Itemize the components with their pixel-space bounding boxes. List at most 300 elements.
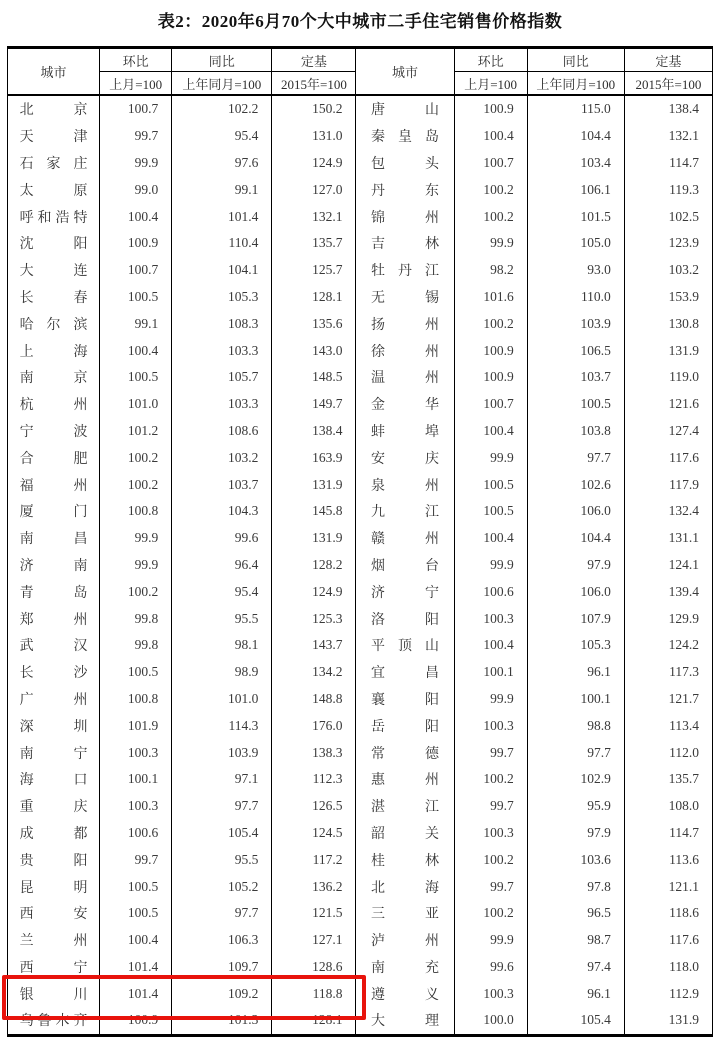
mom-value: 100.0 — [454, 1007, 527, 1035]
city-name — [356, 498, 454, 525]
mom-value: 99.7 — [454, 739, 527, 766]
yoy-value: 95.5 — [172, 605, 272, 632]
city-name — [356, 820, 454, 847]
mom-value: 99.8 — [100, 605, 172, 632]
fixed-value: 128.6 — [272, 954, 356, 981]
yoy-value: 97.9 — [527, 820, 624, 847]
fixed-value: 117.6 — [624, 927, 712, 954]
fixed-value: 124.2 — [624, 632, 712, 659]
yoy-value: 98.9 — [172, 659, 272, 686]
header-yoy-left: 同比 — [172, 48, 272, 72]
city-name — [8, 391, 100, 418]
mom-value: 99.9 — [454, 444, 527, 471]
mom-value: 100.3 — [100, 739, 172, 766]
yoy-value: 105.2 — [172, 873, 272, 900]
city-name — [8, 686, 100, 713]
fixed-value: 139.4 — [624, 578, 712, 605]
table-row — [8, 552, 713, 579]
city-name — [356, 578, 454, 605]
fixed-value: 149.7 — [272, 391, 356, 418]
city-name-text: 南宁 — [19, 746, 88, 762]
city-name — [356, 525, 454, 552]
table-row — [8, 123, 713, 150]
fixed-value: 135.7 — [272, 230, 356, 257]
city-name-text: 唐山 — [371, 103, 440, 119]
city-name-text: 深圳 — [19, 719, 88, 735]
mom-value: 100.6 — [100, 820, 172, 847]
city-name — [356, 444, 454, 471]
city-name — [8, 364, 100, 391]
table-row — [8, 444, 713, 471]
yoy-value: 95.4 — [172, 123, 272, 150]
table-row — [8, 900, 713, 927]
fixed-value: 136.2 — [272, 873, 356, 900]
mom-value: 99.0 — [100, 176, 172, 203]
yoy-value: 103.9 — [527, 310, 624, 337]
city-name-text: 平顶山 — [371, 639, 440, 655]
city-name — [8, 739, 100, 766]
mom-value: 100.5 — [100, 659, 172, 686]
fixed-value: 124.5 — [272, 820, 356, 847]
fixed-value: 129.9 — [624, 605, 712, 632]
fixed-value: 128.2 — [272, 552, 356, 579]
city-name-text: 无锡 — [371, 290, 440, 306]
yoy-value: 100.1 — [527, 686, 624, 713]
city-name — [8, 444, 100, 471]
city-name-text: 长春 — [19, 290, 88, 306]
mom-value: 100.2 — [454, 846, 527, 873]
yoy-value: 109.2 — [172, 980, 272, 1007]
city-name — [8, 632, 100, 659]
city-name-text: 福州 — [19, 478, 88, 494]
fixed-value: 102.5 — [624, 203, 712, 230]
fixed-value: 118.6 — [624, 900, 712, 927]
mom-value: 100.2 — [100, 471, 172, 498]
mom-value: 100.4 — [100, 203, 172, 230]
table-body — [8, 95, 713, 1035]
city-name — [8, 176, 100, 203]
table-row — [8, 471, 713, 498]
table-row — [8, 310, 713, 337]
city-name — [356, 846, 454, 873]
fixed-value: 153.9 — [624, 284, 712, 311]
city-name-text: 乌鲁木齐 — [19, 1014, 88, 1030]
table-row — [8, 337, 713, 364]
fixed-value: 125.7 — [272, 257, 356, 284]
city-name — [8, 525, 100, 552]
mom-value: 100.2 — [454, 176, 527, 203]
mom-value: 100.3 — [454, 605, 527, 632]
mom-value: 99.7 — [454, 793, 527, 820]
city-name-text: 三亚 — [371, 907, 440, 923]
fixed-value: 124.9 — [272, 578, 356, 605]
fixed-value: 128.1 — [272, 284, 356, 311]
mom-value: 100.8 — [100, 686, 172, 713]
fixed-value: 145.8 — [272, 498, 356, 525]
city-name — [8, 927, 100, 954]
city-name — [8, 284, 100, 311]
yoy-value: 103.3 — [172, 337, 272, 364]
mom-value: 101.9 — [100, 712, 172, 739]
city-name — [356, 203, 454, 230]
city-name-text: 青岛 — [19, 585, 88, 601]
table-row — [8, 820, 713, 847]
fixed-value: 124.9 — [272, 150, 356, 177]
city-name-text: 包头 — [371, 156, 440, 172]
fixed-value: 113.6 — [624, 846, 712, 873]
table-row — [8, 954, 713, 981]
fixed-value: 127.1 — [272, 927, 356, 954]
yoy-value: 106.5 — [527, 337, 624, 364]
city-name-text: 洛阳 — [371, 612, 440, 628]
fixed-value: 131.1 — [624, 525, 712, 552]
fixed-value: 121.1 — [624, 873, 712, 900]
header-fixed-left: 定基 — [272, 48, 356, 72]
mom-value: 100.5 — [454, 471, 527, 498]
city-name — [8, 471, 100, 498]
city-name-text: 惠州 — [371, 773, 440, 789]
city-name-text: 哈尔滨 — [19, 317, 88, 333]
mom-value: 100.1 — [454, 659, 527, 686]
yoy-value: 104.3 — [172, 498, 272, 525]
city-name-text: 金华 — [371, 398, 440, 414]
city-name — [356, 552, 454, 579]
city-name-text: 昆明 — [19, 880, 88, 896]
header-fixed-right: 定基 — [624, 48, 712, 72]
fixed-value: 143.7 — [272, 632, 356, 659]
city-name-text: 扬州 — [371, 317, 440, 333]
table-row — [8, 1007, 713, 1035]
city-name-text: 牡丹江 — [371, 264, 440, 280]
city-name — [8, 203, 100, 230]
mom-value: 100.7 — [454, 150, 527, 177]
table-row — [8, 578, 713, 605]
city-name-text: 遵义 — [371, 987, 440, 1003]
mom-value: 100.9 — [454, 95, 527, 123]
city-name-text: 上海 — [19, 344, 88, 360]
city-name-text: 兰州 — [19, 934, 88, 950]
mom-value: 100.1 — [100, 766, 172, 793]
yoy-value: 108.6 — [172, 418, 272, 445]
city-name-text: 海口 — [19, 773, 88, 789]
fixed-value: 117.2 — [272, 846, 356, 873]
city-name — [8, 712, 100, 739]
yoy-value: 97.9 — [527, 552, 624, 579]
yoy-value: 105.4 — [527, 1007, 624, 1035]
mom-value: 100.4 — [454, 123, 527, 150]
city-name-text: 天津 — [19, 130, 88, 146]
city-name — [356, 337, 454, 364]
yoy-value: 99.1 — [172, 176, 272, 203]
fixed-value: 134.2 — [272, 659, 356, 686]
fixed-value: 121.5 — [272, 900, 356, 927]
yoy-value: 103.8 — [527, 418, 624, 445]
fixed-value: 117.3 — [624, 659, 712, 686]
fixed-value: 112.3 — [272, 766, 356, 793]
yoy-value: 103.7 — [172, 471, 272, 498]
mom-value: 100.8 — [100, 498, 172, 525]
yoy-value: 106.1 — [527, 176, 624, 203]
mom-value: 99.6 — [454, 954, 527, 981]
yoy-value: 103.7 — [527, 364, 624, 391]
city-name — [356, 257, 454, 284]
yoy-value: 97.7 — [172, 793, 272, 820]
header-fixed-base-right: 2015年=100 — [624, 72, 712, 96]
yoy-value: 95.9 — [527, 793, 624, 820]
table-row — [8, 873, 713, 900]
yoy-value: 107.9 — [527, 605, 624, 632]
yoy-value: 103.6 — [527, 846, 624, 873]
city-name — [8, 605, 100, 632]
yoy-value: 115.0 — [527, 95, 624, 123]
city-name — [8, 150, 100, 177]
city-name-text: 杭州 — [19, 398, 88, 414]
city-name-text: 泉州 — [371, 478, 440, 494]
city-name-text: 烟台 — [371, 558, 440, 574]
fixed-value: 121.6 — [624, 391, 712, 418]
fixed-value: 127.0 — [272, 176, 356, 203]
yoy-value: 106.0 — [527, 498, 624, 525]
yoy-value: 96.1 — [527, 659, 624, 686]
mom-value: 100.2 — [454, 900, 527, 927]
mom-value: 99.7 — [100, 846, 172, 873]
city-name-text: 西安 — [19, 907, 88, 923]
mom-value: 100.4 — [100, 927, 172, 954]
yoy-value: 93.0 — [527, 257, 624, 284]
city-name-text: 武汉 — [19, 639, 88, 655]
yoy-value: 98.7 — [527, 927, 624, 954]
city-name — [356, 123, 454, 150]
header-mom-right: 环比 — [454, 48, 527, 72]
city-name-text: 锦州 — [371, 210, 440, 226]
city-name — [356, 900, 454, 927]
city-name-text: 南充 — [371, 960, 440, 976]
table-title: 表2：2020年6月70个大中城市二手住宅销售价格指数 — [157, 12, 563, 31]
header-mom-base-right: 上月=100 — [454, 72, 527, 96]
table-header — [8, 48, 713, 96]
yoy-value: 101.4 — [172, 203, 272, 230]
table-row — [8, 846, 713, 873]
city-name — [8, 552, 100, 579]
city-name — [356, 391, 454, 418]
yoy-value: 97.7 — [172, 900, 272, 927]
fixed-value: 119.0 — [624, 364, 712, 391]
city-name-text: 北海 — [371, 880, 440, 896]
city-name — [356, 1007, 454, 1035]
yoy-value: 97.7 — [527, 444, 624, 471]
mom-value: 99.9 — [454, 230, 527, 257]
table-row — [8, 284, 713, 311]
mom-value: 100.2 — [454, 766, 527, 793]
table-row — [8, 203, 713, 230]
city-name-text: 九江 — [371, 505, 440, 521]
table-row — [8, 712, 713, 739]
yoy-value: 104.4 — [527, 525, 624, 552]
mom-value: 100.4 — [100, 337, 172, 364]
fixed-value: 135.6 — [272, 310, 356, 337]
city-name — [8, 310, 100, 337]
city-name — [8, 230, 100, 257]
fixed-value: 131.9 — [624, 337, 712, 364]
city-name-text: 大理 — [371, 1014, 440, 1030]
city-name — [8, 793, 100, 820]
city-name — [356, 686, 454, 713]
mom-value: 100.2 — [454, 203, 527, 230]
yoy-value: 103.9 — [172, 739, 272, 766]
city-name — [356, 284, 454, 311]
table-row — [8, 739, 713, 766]
city-name — [356, 230, 454, 257]
city-name — [356, 632, 454, 659]
header-fixed-base-left: 2015年=100 — [272, 72, 356, 96]
fixed-value: 114.7 — [624, 150, 712, 177]
yoy-value: 97.1 — [172, 766, 272, 793]
yoy-value: 102.2 — [172, 95, 272, 123]
fixed-value: 143.0 — [272, 337, 356, 364]
yoy-value: 102.6 — [527, 471, 624, 498]
yoy-value: 103.4 — [527, 150, 624, 177]
fixed-value: 135.7 — [624, 766, 712, 793]
mom-value: 99.8 — [100, 632, 172, 659]
yoy-value: 105.3 — [172, 284, 272, 311]
city-name-text: 北京 — [19, 103, 88, 119]
city-name — [8, 578, 100, 605]
yoy-value: 106.3 — [172, 927, 272, 954]
mom-value: 100.2 — [454, 310, 527, 337]
city-name — [8, 498, 100, 525]
city-name-text: 郑州 — [19, 612, 88, 628]
fixed-value: 138.4 — [624, 95, 712, 123]
fixed-value: 176.0 — [272, 712, 356, 739]
city-name-text: 秦皇岛 — [371, 130, 440, 146]
mom-value: 101.2 — [100, 418, 172, 445]
table-row — [8, 686, 713, 713]
mom-value: 100.3 — [454, 820, 527, 847]
city-name-text: 赣州 — [371, 532, 440, 548]
table-row — [8, 418, 713, 445]
yoy-value: 97.7 — [527, 739, 624, 766]
fixed-value: 117.9 — [624, 471, 712, 498]
fixed-value: 124.1 — [624, 552, 712, 579]
city-name — [8, 1007, 100, 1035]
fixed-value: 148.5 — [272, 364, 356, 391]
mom-value: 100.4 — [454, 525, 527, 552]
mom-value: 99.9 — [454, 927, 527, 954]
mom-value: 100.5 — [100, 364, 172, 391]
fixed-value: 113.4 — [624, 712, 712, 739]
city-name — [356, 980, 454, 1007]
fixed-value: 121.7 — [624, 686, 712, 713]
yoy-value: 95.5 — [172, 846, 272, 873]
city-name — [8, 257, 100, 284]
header-yoy-base-right: 上年同月=100 — [527, 72, 624, 96]
city-name-text: 长沙 — [19, 666, 88, 682]
city-name — [356, 954, 454, 981]
city-name — [356, 95, 454, 123]
city-name-text: 银川 — [19, 987, 88, 1003]
city-name — [8, 980, 100, 1007]
city-name-text: 成都 — [19, 826, 88, 842]
mom-value: 100.2 — [100, 444, 172, 471]
city-name — [8, 418, 100, 445]
mom-value: 100.9 — [454, 364, 527, 391]
price-index-table — [7, 46, 713, 1037]
city-name-text: 南昌 — [19, 532, 88, 548]
header-mom-base-left: 上月=100 — [100, 72, 172, 96]
city-name-text: 徐州 — [371, 344, 440, 360]
mom-value: 101.4 — [100, 954, 172, 981]
fixed-value: 163.9 — [272, 444, 356, 471]
city-name-text: 蚌埠 — [371, 424, 440, 440]
city-name — [8, 123, 100, 150]
fixed-value: 131.9 — [272, 525, 356, 552]
city-name-text: 厦门 — [19, 505, 88, 521]
city-name — [8, 337, 100, 364]
city-name-text: 韶关 — [371, 826, 440, 842]
city-name-text: 襄阳 — [371, 692, 440, 708]
city-name — [356, 150, 454, 177]
mom-value: 100.6 — [454, 578, 527, 605]
table-row — [8, 605, 713, 632]
city-name — [8, 954, 100, 981]
fixed-value: 132.1 — [272, 203, 356, 230]
mom-value: 100.4 — [454, 632, 527, 659]
header-yoy-base-left: 上年同月=100 — [172, 72, 272, 96]
mom-value: 99.9 — [454, 552, 527, 579]
fixed-value: 112.9 — [624, 980, 712, 1007]
city-name — [8, 766, 100, 793]
city-name — [356, 471, 454, 498]
city-name — [8, 820, 100, 847]
city-name-text: 呼和浩特 — [19, 210, 88, 226]
fixed-value: 132.4 — [624, 498, 712, 525]
city-name — [356, 873, 454, 900]
fixed-value: 126.5 — [272, 793, 356, 820]
mom-value: 99.9 — [454, 686, 527, 713]
mom-value: 100.7 — [100, 257, 172, 284]
city-name-text: 湛江 — [371, 800, 440, 816]
yoy-value: 98.1 — [172, 632, 272, 659]
fixed-value: 112.0 — [624, 739, 712, 766]
city-name — [8, 846, 100, 873]
mom-value: 100.5 — [100, 284, 172, 311]
table-row — [8, 230, 713, 257]
city-name — [356, 364, 454, 391]
mom-value: 100.3 — [454, 712, 527, 739]
city-name — [356, 793, 454, 820]
city-name-text: 南京 — [19, 371, 88, 387]
table-row — [8, 176, 713, 203]
yoy-value: 114.3 — [172, 712, 272, 739]
table-row — [8, 95, 713, 123]
mom-value: 100.2 — [100, 578, 172, 605]
yoy-value: 109.7 — [172, 954, 272, 981]
city-name-text: 合肥 — [19, 451, 88, 467]
city-name — [8, 900, 100, 927]
city-name-text: 太原 — [19, 183, 88, 199]
city-name-text: 西宁 — [19, 960, 88, 976]
table-row — [8, 793, 713, 820]
fixed-value: 119.3 — [624, 176, 712, 203]
yoy-value: 110.4 — [172, 230, 272, 257]
city-name — [356, 605, 454, 632]
mom-value: 100.9 — [100, 230, 172, 257]
yoy-value: 95.4 — [172, 578, 272, 605]
mom-value: 100.5 — [454, 498, 527, 525]
table-row — [8, 659, 713, 686]
yoy-value: 97.4 — [527, 954, 624, 981]
mom-value: 101.6 — [454, 284, 527, 311]
